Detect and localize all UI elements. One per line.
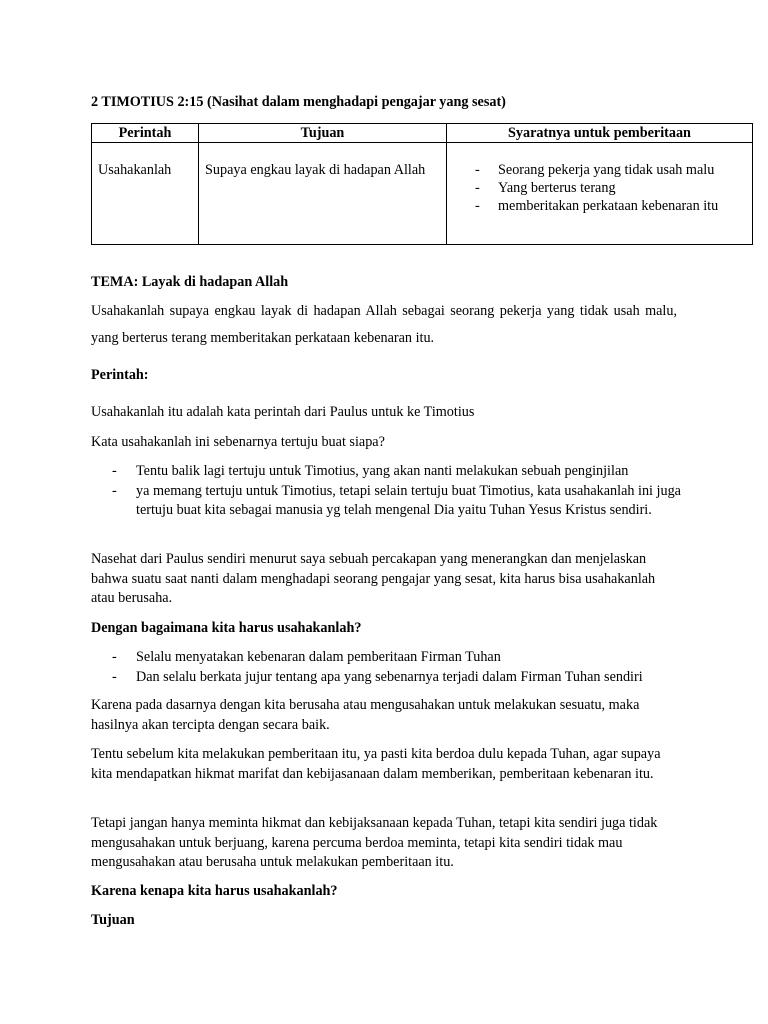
table-cell-tujuan bbox=[199, 143, 447, 245]
table-header-perintah: Perintah bbox=[92, 124, 199, 143]
list-item: - Yang berterus terang bbox=[447, 179, 752, 197]
paragraph-jangan: Tetapi jangan hanya meminta hikmat dan kebijaksanaan kepada Tuhan, tetapi kita sendiri juga tidak mengusahakan untuk berjuang, karena percuma berdoa meminta, tetapi kita sendiri tidak mau mengusahakan atau berusaha untuk melakukan pemberitaan itu. bbox=[91, 815, 658, 870]
list-item: - Tentu balik lagi tertuju untuk Timotius, yang akan nanti melakukan sebuah penginjilan bbox=[91, 462, 691, 482]
table-header-syarat: Syaratnya untuk pemberitaan bbox=[447, 124, 753, 143]
paragraph-nasehat: Nasehat dari Paulus sendiri menurut saya sebuah percakapan yang menerangkan dan menjelaskan bahwa suatu saat nanti dalam menghadapi seorang pengajar yang sesat, kita harus bisa usahakanlah atau berusaha. bbox=[91, 551, 656, 606]
perintah-heading: Perintah: bbox=[91, 367, 149, 383]
target-list bbox=[91, 462, 691, 521]
paragraph-dasarnya: Karena pada dasarnya dengan kita berusaha atau mengusahakan untuk melakukan sesuatu, maka hasilnya akan tercipta dengan secara baik. bbox=[91, 697, 640, 733]
list-item: - Selalu menyatakan kebenaran dalam pemberitaan Firman Tuhan bbox=[91, 648, 691, 668]
list-item: - Dan selalu berkata jujur tentang apa yang sebenarnya terjadi dalam Firman Tuhan sendiri bbox=[91, 668, 691, 688]
list-item: - ya memang tertuju untuk Timotius, tetapi selain tertuju buat Timotius, kata usahakanlah ini juga tertuju buat kita sebagai manusia yg telah mengenal Dia yaitu Tuhan Yesus Kristus sendiri. bbox=[91, 482, 691, 521]
paragraph-berdoa: Tentu sebelum kita melakukan pemberitaan itu, ya pasti kita berdoa dulu kepada Tuhan, agar supaya kita mendapatkan hikmat marifat dan kebijasanaan dalam memberikan, pemberitaan kebenaran itu. bbox=[91, 746, 661, 782]
heading-tujuan: Tujuan bbox=[91, 912, 135, 928]
table-header-row bbox=[92, 124, 753, 143]
table-cell-perintah bbox=[92, 143, 199, 245]
heading-kenapa: Karena kenapa kita harus usahakanlah? bbox=[91, 883, 338, 899]
table-row bbox=[92, 143, 753, 245]
syarat-list bbox=[447, 161, 752, 215]
table-cell-syarat bbox=[447, 143, 753, 245]
how-list bbox=[91, 648, 691, 687]
list-item: - memberitakan perkataan kebenaran itu bbox=[447, 197, 752, 215]
document-title: 2 TIMOTIUS 2:15 (Nasihat dalam menghadapi pengajar yang sesat) bbox=[91, 94, 506, 110]
heading-bagaimana: Dengan bagaimana kita harus usahakanlah? bbox=[91, 620, 362, 636]
cell-perintah-text: Usahakanlah bbox=[98, 162, 172, 178]
list-item: - Seorang pekerja yang tidak usah malu bbox=[447, 161, 752, 179]
table-header-tujuan: Tujuan bbox=[199, 124, 447, 143]
tema-text: Usahakanlah supaya engkau layak di hadapan Allah sebagai seorang pekerja yang tidak usah malu, yang berterus terang memberitakan perkataan kebenaran itu. bbox=[91, 303, 677, 346]
cell-tujuan-text: Supaya engkau layak di hadapan Allah bbox=[205, 162, 426, 178]
paragraph-question: Kata usahakanlah ini sebenarnya tertuju buat siapa? bbox=[91, 434, 385, 450]
summary-table bbox=[91, 123, 753, 245]
tema-heading: TEMA: Layak di hadapan Allah bbox=[91, 274, 289, 290]
paragraph-perintah-definition: Usahakanlah itu adalah kata perintah dari Paulus untuk ke Timotius bbox=[91, 404, 475, 420]
